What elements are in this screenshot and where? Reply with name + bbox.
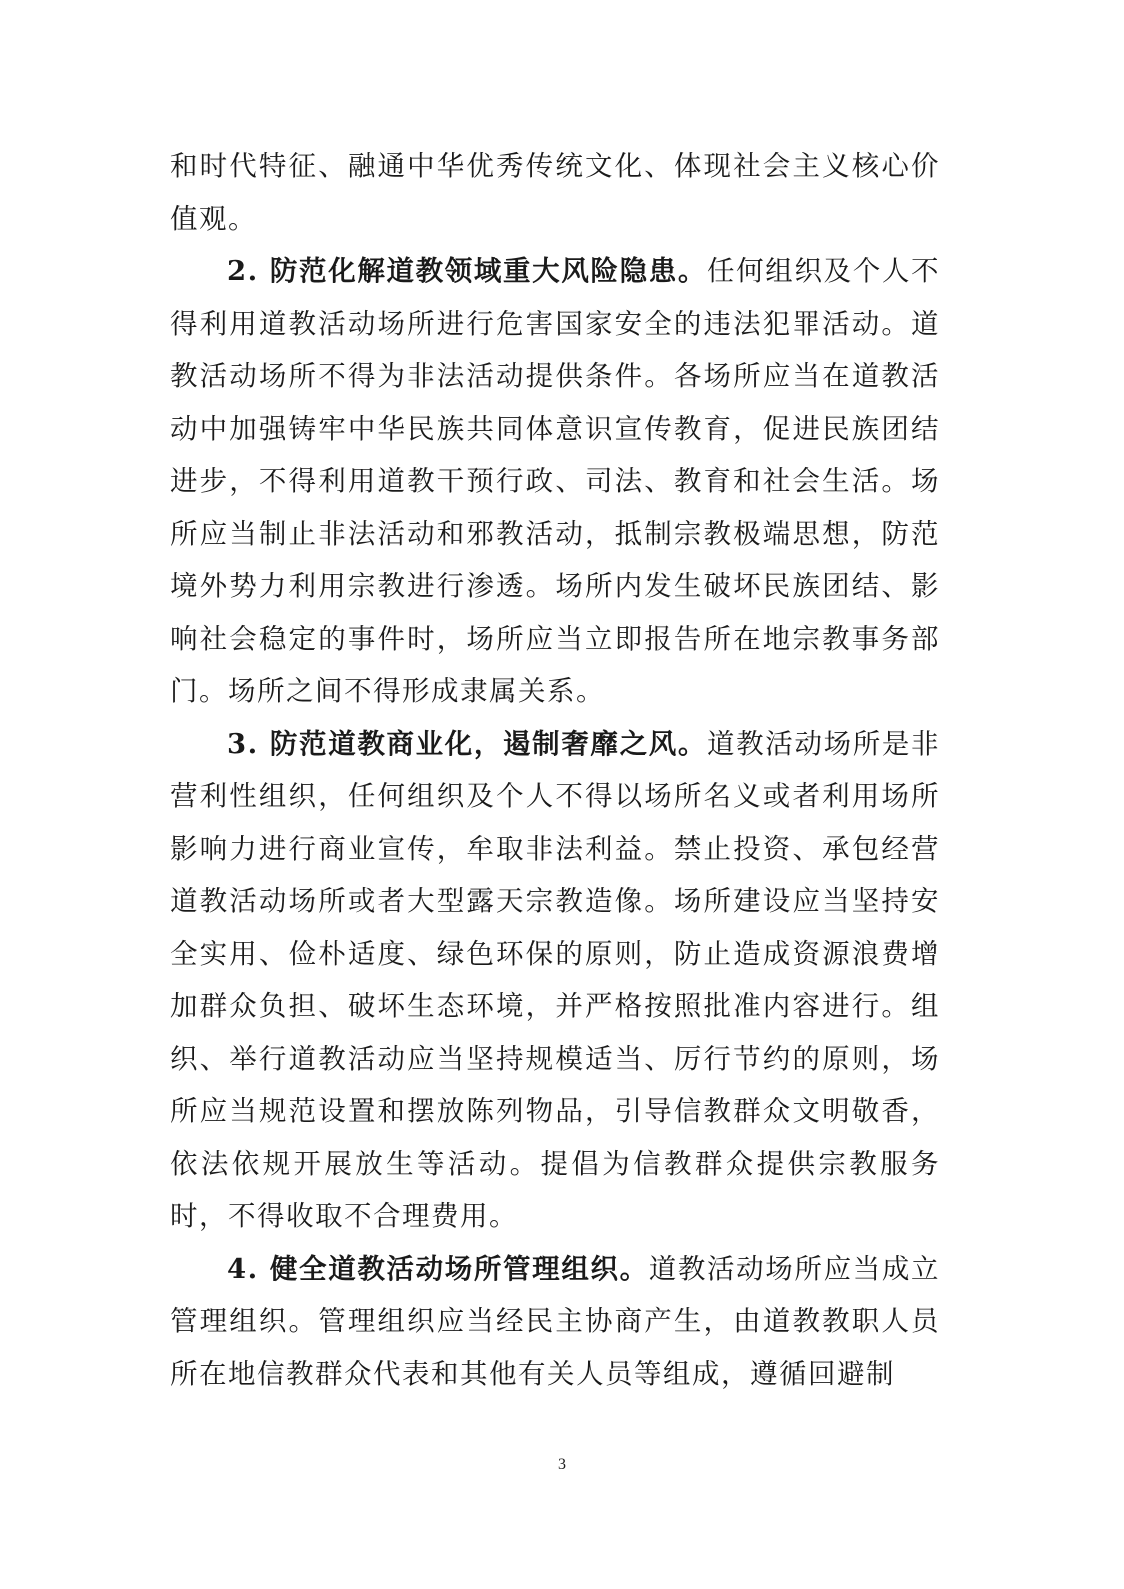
- paragraph-body: 道教活动场所是非营利性组织，任何组织及个人不得以场所名义或者利用场所影响力进行商业宣传，牟取非法利益。禁止投资、承包经营道教活动场所或者大型露天宗教造像。场所建设应当坚持安全实用、俭朴适度、绿色环保的原则，防止造成资源浪费增加群众负担、破坏生态环境，并严格按照批准内容进行。组织、举行道教活动应当坚持规模适当、厉行节约的原则，场所应当规范设置和摆放陈列物品，引导信教群众文明敬香，依法依规开展放生等活动。提倡为信教群众提供宗教服务时，不得收取不合理费用。: [170, 727, 941, 1232]
- paragraph-heading: 3. 防范道教商业化，遏制奢靡之风。: [227, 727, 708, 760]
- paragraph-item-2: [170, 245, 940, 718]
- paragraph-item-3: [170, 718, 940, 1243]
- paragraph-body: 道教活动场所应当成立管理组织。管理组织应当经民主协商产生，由道教教职人员所在地信教群众代表和其他有关人员等组成，遵循回避制: [170, 1252, 940, 1390]
- paragraph-body: 任何组织及个人不得利用道教活动场所进行危害国家安全的违法犯罪活动。道教活动场所不得为非法活动提供条件。各场所应当在道教活动中加强铸牢中华民族共同体意识宣传教育，促进民族团结进步，不得利用道教干预行政、司法、教育和社会生活。场所应当制止非法活动和邪教活动，抵制宗教极端思想，防范境外势力利用宗教进行渗透。场所内发生破坏民族团结、影响社会稳定的事件时，场所应当立即报告所在地宗教事务部门。场所之间不得形成隶属关系。: [170, 255, 941, 707]
- paragraph-continuation: [170, 140, 940, 245]
- body-text: [170, 140, 940, 1400]
- page-number: 3: [558, 1456, 566, 1473]
- paragraph-heading: 4. 健全道教活动场所管理组织。: [227, 1252, 649, 1285]
- paragraph-heading: 2. 防范化解道教领域重大风险隐患。: [227, 255, 708, 287]
- paragraph-body: 和时代特征、融通中华优秀传统文化、体现社会主义核心价值观。: [170, 150, 940, 235]
- paragraph-item-4: [170, 1243, 940, 1401]
